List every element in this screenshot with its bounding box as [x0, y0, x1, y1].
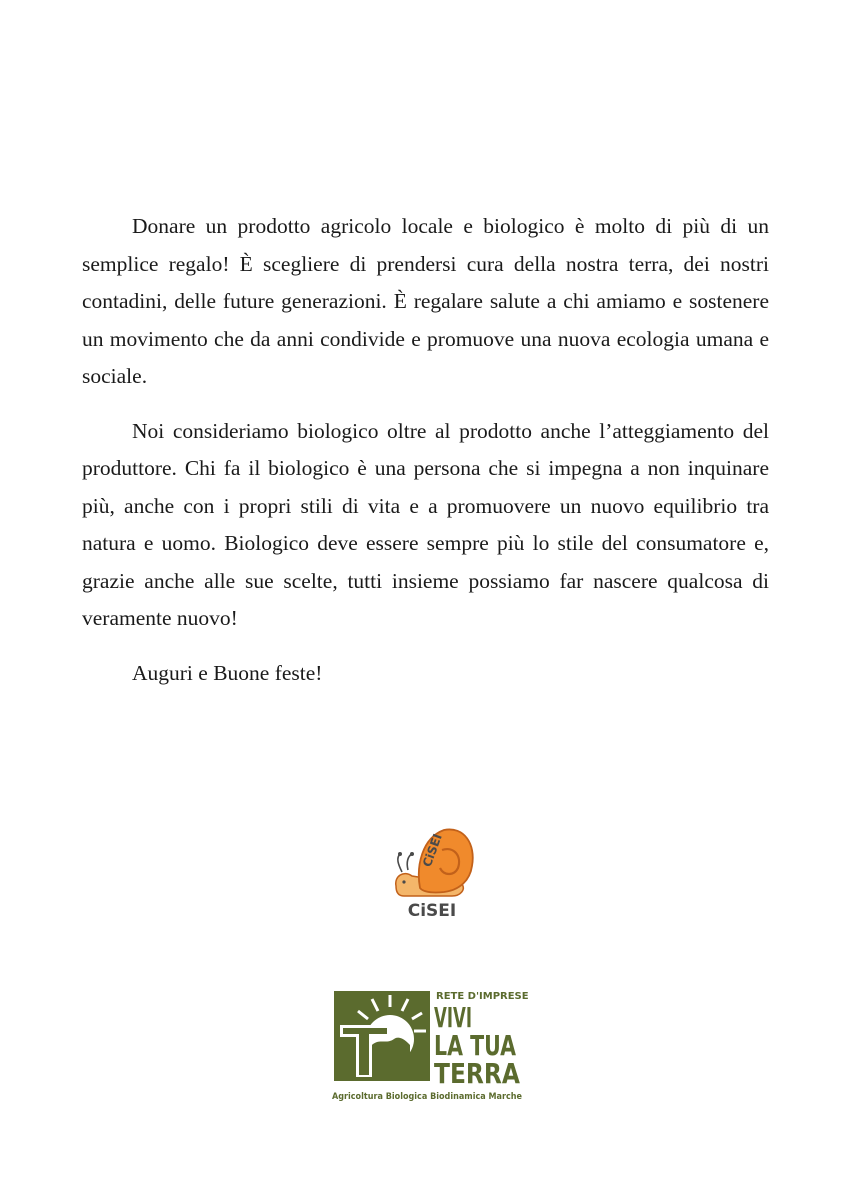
shell-label: CiSEI: [419, 831, 445, 869]
logo-words-la-tua: LA TUA: [434, 1029, 517, 1062]
vivi-la-tua-terra-logo: [330, 985, 529, 1105]
paragraph-3: Auguri e Buone feste!: [132, 660, 323, 685]
logo-word-terra: TERRA: [434, 1057, 521, 1090]
paragraph-1: Donare un prodotto agricolo locale e biologico è molto di più di un semplice regalo! È scegliere di prendersi cura della nostra terra, dei nostri contadini, delle future generazioni. È regalare salute a chi amiamo e sostenere un movimento che da anni condivide e promuove una nuova ecologia umana e sociale.: [82, 214, 769, 388]
logo-tagline: Agricoltura Biologica Biodinamica Marche: [332, 1092, 523, 1102]
cisei-logo: [382, 820, 482, 922]
network-label: RETE D'IMPRESE: [436, 991, 529, 1002]
letter-body: [82, 208, 769, 709]
cisei-name: CiSEI: [407, 901, 457, 921]
logo-word-vivi: VIVI: [434, 1001, 472, 1034]
sun-letter-t-icon: [334, 991, 430, 1081]
snail-icon: [396, 829, 473, 896]
paragraph-2: Noi consideriamo biologico oltre al prodotto anche l’atteggiamento del produttore. Chi fa il biologico è una persona che si impegna a non inquinare più, anche con i propri stili di vita e a promuovere un nuovo equilibrio tra natura e uomo. Biologico deve essere sempre più lo stile del consumatore e, grazie anche alle sue scelte, tutti insieme possiamo far nascere qualcosa di veramente nuovo!: [82, 418, 769, 630]
